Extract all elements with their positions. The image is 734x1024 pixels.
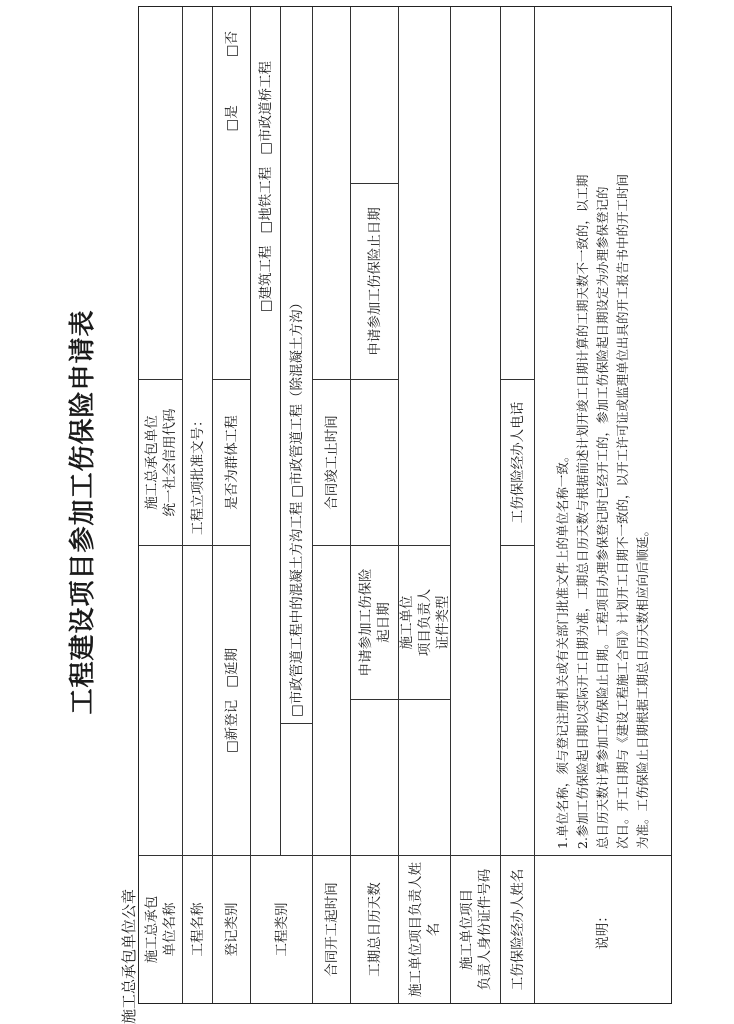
project-type-line-2 — [281, 7, 313, 723]
contractor-name-field[interactable] — [139, 545, 183, 855]
insurance-start-field[interactable] — [351, 379, 399, 545]
manager-id-field[interactable] — [451, 7, 501, 855]
note-line: 总日历天数计算参加工伤保险止日期。工程项目办理参保登记时已经开工的，参加工伤保险起日期设定为办理参保登记的 — [595, 186, 610, 849]
project-name-label: 工程名称 — [183, 855, 213, 1003]
registration-type-label: 登记类别 — [213, 855, 251, 1003]
checkbox-municipal-road-bridge[interactable]: □市政道桥工程 — [257, 61, 274, 155]
duration-field[interactable] — [351, 699, 399, 855]
note-line: 次日。开工日期与《建设工程施工合同》计划开工日期不一致的，以开工许可证或监理单位出具的开工报告书中的开工时间 — [615, 173, 630, 849]
application-table — [138, 6, 672, 1004]
contract-start-label: 合同开工起时间 — [313, 855, 351, 1003]
checkbox-building[interactable]: □建筑工程 — [257, 245, 274, 313]
checkbox-new-registration[interactable]: □新登记 — [223, 699, 240, 754]
checkbox-no[interactable]: □否 — [223, 31, 240, 58]
checkbox-concrete-ditch[interactable]: □市政管道工程中的混凝土方沟工程 — [288, 501, 305, 717]
handler-phone-label: 工伤保险经办人电话 — [501, 379, 535, 545]
insurance-end-label: 申请参加工伤保险止日期 — [351, 183, 399, 379]
project-manager-label: 施工单位项目负责人姓名 — [399, 855, 451, 1003]
registration-type-options — [213, 545, 251, 855]
checkbox-extension[interactable]: □延期 — [223, 647, 240, 688]
handler-phone-field[interactable] — [501, 7, 535, 379]
approval-number-label: 工程立项批准文号： — [183, 7, 213, 545]
note-line: 2.参加工伤保险起日期以实际开工日期为准，工期总日历天数与根据前述计划开竣工日期计算的工期天数不一致的，以工期 — [575, 174, 590, 849]
insurance-start-label: 申请参加工伤保险 起日期 — [351, 545, 399, 699]
contract-end-label: 合同竣工止时间 — [313, 379, 351, 545]
checkbox-yes[interactable]: □是 — [223, 105, 240, 132]
project-type-line-1 — [251, 7, 281, 855]
checkbox-metro[interactable]: □地铁工程 — [257, 166, 274, 234]
group-project-options — [213, 7, 251, 379]
contract-start-field[interactable] — [313, 545, 351, 855]
contract-end-field[interactable] — [313, 7, 351, 379]
seal-label: 施工总承包单位公章 — [120, 888, 138, 1024]
note-line: 1.单位名称，须与登记注册机关或有关部门批准文件上的单位名称一致。 — [555, 449, 570, 849]
id-type-label: 施工单位 项目负责人 证件类型 — [399, 545, 451, 699]
handler-name-field[interactable] — [501, 545, 535, 855]
manager-id-label: 施工单位项目 负责人身份证件号码 — [451, 855, 501, 1003]
notes-label: 说明： — [535, 855, 671, 1003]
credit-code-field[interactable] — [139, 7, 183, 379]
credit-code-label: 施工总承包单位 统一社会信用代码 — [139, 379, 183, 545]
project-type-label: 工程类别 — [251, 855, 313, 1003]
notes-text — [535, 7, 671, 855]
project-manager-field[interactable] — [399, 699, 451, 855]
note-line: 为准。工伤保险止日期根据工期总日历天数相应向后顺延。 — [635, 523, 650, 849]
handler-name-label: 工伤保险经办人姓名 — [501, 855, 535, 1003]
project-name-field[interactable] — [183, 545, 213, 855]
project-type-blank — [281, 723, 313, 855]
checkbox-municipal-pipeline[interactable]: □市政管道工程（除混凝土方沟） — [288, 295, 305, 498]
form-title: 工程建设项目参加工伤保险申请表 — [68, 309, 98, 715]
id-type-field[interactable] — [399, 7, 451, 545]
insurance-end-field[interactable] — [351, 7, 399, 183]
duration-label: 工期总日历天数 — [351, 855, 399, 1003]
contractor-name-label: 施工总承包 单位名称 — [139, 855, 183, 1003]
group-project-label: 是否为群体工程 — [213, 379, 251, 545]
